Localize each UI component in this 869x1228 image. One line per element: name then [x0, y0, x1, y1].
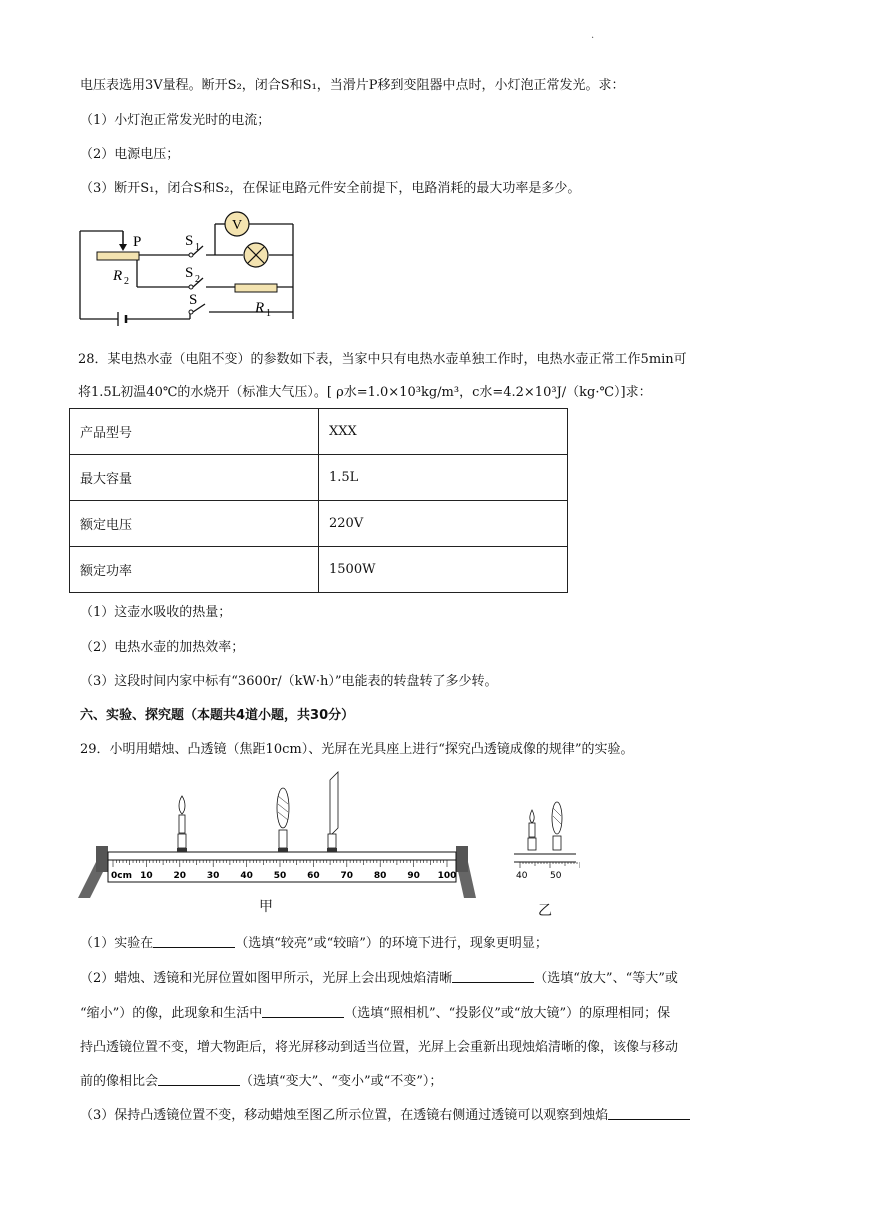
q29-sub2-line1	[80, 967, 678, 986]
label-s1-sub: 1	[195, 242, 200, 253]
ruler-tick-label: 30	[206, 871, 220, 881]
tick-label: 40	[516, 871, 528, 881]
q29-sub1-text: （选填“较亮”或“较暗”）的环境下进行，现象更明显；	[235, 936, 548, 951]
r2-resistor	[97, 252, 139, 260]
r1-resistor	[235, 284, 277, 292]
section-title: 六、实验、探究题（本题共4道小题，共30分）	[80, 708, 355, 723]
circuit-diagram	[75, 208, 300, 326]
table-row	[70, 455, 568, 501]
q29-sub2-line3: 持凸透镜位置不变，增大物距后，将光屏移动到适当位置，光屏上会重新出现烛焰清晰的像，该像与移动	[80, 1040, 679, 1055]
label-p: P	[133, 234, 142, 250]
header-dot: .	[591, 30, 595, 41]
q27-sub2: （2）电源电压；	[80, 147, 180, 162]
q28-sub1: （1）这壶水吸收的热量；	[80, 605, 232, 620]
label-s2: S	[185, 265, 194, 281]
answer-blank[interactable]	[262, 1005, 344, 1018]
q29-sub2-text: （选填“放大”、“等大”或	[534, 971, 678, 986]
label-s1: S	[185, 233, 194, 249]
table-cell: 产品型号	[70, 409, 319, 455]
candle-icon	[177, 796, 187, 852]
label-r1-sub: 1	[266, 308, 271, 319]
answer-blank[interactable]	[452, 970, 534, 983]
candle-icon	[528, 810, 536, 850]
q29-sub1-text: （1）实验在	[80, 936, 154, 951]
q29-sub2-line4	[80, 1070, 442, 1089]
q29-sub2-text: （2）蜡烛、透镜和光屏位置如图甲所示，光屏上会出现烛焰清晰	[80, 971, 453, 986]
table-cell: 最大容量	[70, 455, 319, 501]
table-row	[70, 547, 568, 593]
label-s2-sub: 2	[195, 274, 200, 285]
table-cell: 额定电压	[70, 501, 319, 547]
table-row	[70, 501, 568, 547]
table-cell: 额定功率	[70, 547, 319, 593]
table-row	[70, 409, 568, 455]
ruler-tick-label: 90	[407, 871, 420, 881]
q27-sub3: （3）断开S₁，闭合S和S₂，在保证电路元件安全前提下，电路消耗的最大功率是多少。	[80, 181, 581, 196]
label-r2: R	[113, 268, 123, 284]
ruler-tick-label: 50	[273, 871, 287, 881]
answer-blank[interactable]	[158, 1073, 240, 1086]
answer-blank[interactable]	[608, 1107, 690, 1120]
table-cell: 1500W	[319, 547, 568, 593]
table-cell: 1.5L	[319, 455, 568, 501]
convex-lens-icon	[552, 802, 562, 850]
ruler-tick-label: 70	[340, 871, 354, 881]
voltmeter-label: V	[231, 218, 243, 233]
figure-yi-caption: 乙	[538, 903, 552, 919]
label-s: S	[189, 292, 198, 308]
q29-sub2-text: 前的像相比会	[80, 1074, 159, 1089]
q29-intro: 29．小明用蜡烛、凸透镜（焦距10cm）、光屏在光具座上进行“探究凸透镜成像的规律”的实验。	[80, 742, 634, 757]
q29-sub2-text: （选填“变大”、“变小”或“不变”）；	[240, 1074, 443, 1089]
ruler-tick-label: 10	[140, 871, 153, 881]
small-bench-figure	[510, 798, 580, 896]
q28-sub2: （2）电热水壶的加热效率；	[80, 640, 245, 655]
q29-sub2-text: （选填“照相机”、“投影仪”或“放大镜”）的原理相同；保	[344, 1006, 671, 1021]
table-cell: 220V	[319, 501, 568, 547]
ruler-tick-label: 40	[240, 871, 253, 881]
ruler-tick-label: 80	[373, 871, 387, 881]
q28-line1: 28．某电热水壶（电阻不变）的参数如下表，当家中只有电热水壶单独工作时，电热水壶正常工作5min可	[78, 352, 687, 367]
answer-blank[interactable]	[153, 935, 235, 948]
ruler-tick-label: 20	[173, 871, 187, 881]
q29-sub3-text: （3）保持凸透镜位置不变，移动蜡烛至图乙所示位置，在透镜右侧通过透镜可以观察到烛焰	[80, 1108, 609, 1123]
q29-sub1	[80, 932, 548, 951]
q27-intro: 电压表选用3V量程。断开S₂，闭合S和S₁，当滑片P移到变阻器中点时，小灯泡正常发光。求：	[80, 78, 625, 93]
q29-sub3	[80, 1104, 690, 1123]
label-r1: R	[255, 300, 265, 316]
q29-sub2-text: “缩小”）的像，此现象和生活中	[80, 1006, 263, 1021]
kettle-spec-table	[69, 408, 568, 593]
ruler-tick-label: 0cm	[111, 871, 132, 881]
q27-sub1: （1）小灯泡正常发光时的电流；	[80, 113, 271, 128]
light-screen-icon	[327, 772, 338, 852]
q28-sub3: （3）这段时间内家中标有“3600r/（kW·h）”电能表的转盘转了多少转。	[80, 674, 498, 689]
table-cell: XXX	[319, 409, 568, 455]
q29-sub2-line2	[80, 1002, 670, 1021]
figure-jia-caption: 甲	[259, 899, 273, 915]
ruler-tick-label: 100	[437, 871, 457, 881]
label-r2-sub: 2	[124, 276, 129, 287]
q28-line2: 将1.5L初温40℃的水烧开（标准大气压）。[ ρ水=1.0×10³kg/m³，c水=4.2×10³J/（kg·℃）]求：	[78, 385, 652, 400]
optical-bench-figure	[78, 770, 478, 922]
ruler-tick-label: 60	[307, 871, 320, 881]
convex-lens-icon	[277, 788, 289, 852]
tick-label: 50	[550, 871, 562, 881]
